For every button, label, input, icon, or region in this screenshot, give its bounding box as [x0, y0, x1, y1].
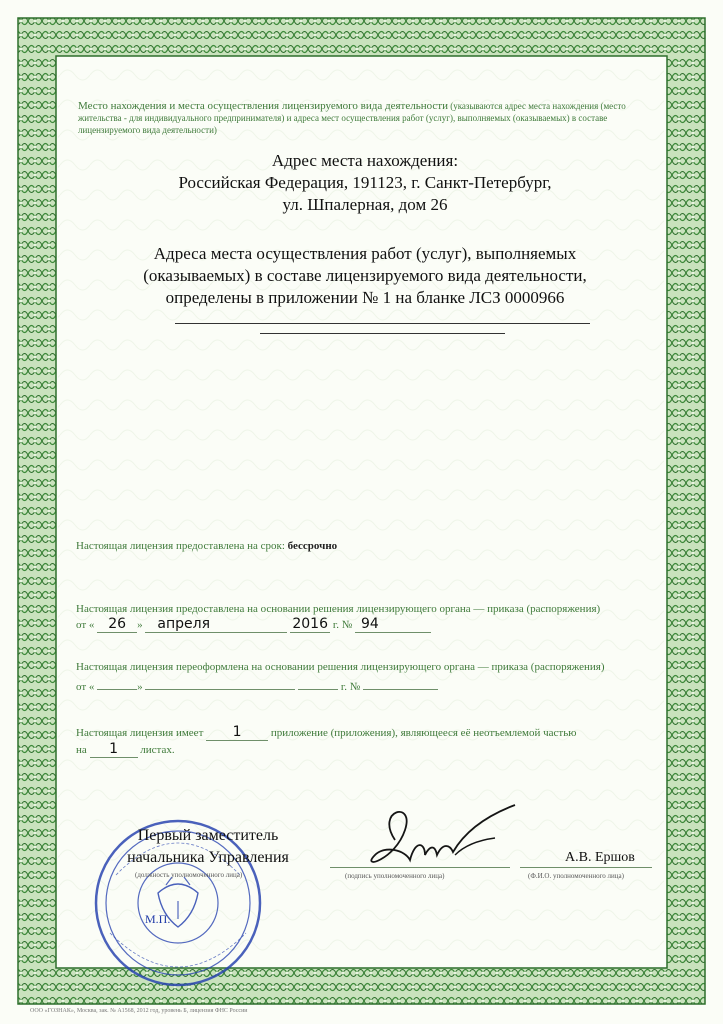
address-block — [120, 150, 610, 216]
reissue-date-line — [76, 681, 666, 693]
sheets-count: 1 — [90, 741, 138, 758]
appendix-line — [76, 724, 666, 741]
header-lead: Место нахождения и места осуществления лицензируемого вида деятельности — [78, 100, 448, 112]
address-line-1: Российская Федерация, 191123, г. Санкт-Петербург, — [178, 173, 552, 192]
reissue-year-blank — [298, 689, 338, 690]
work-addresses-line-1: Адреса места осуществления работ (услуг), выполняемых — [153, 244, 577, 263]
sheets-on: на — [76, 744, 87, 756]
signatory-position-line-1: Первый заместитель — [137, 827, 279, 844]
term-line — [76, 540, 666, 552]
reissue-month-blank — [145, 689, 295, 690]
address-line-2: ул. Шпалерная, дом 26 — [282, 195, 448, 214]
signatory-position — [88, 825, 328, 869]
signature-caption: (подпись уполномоченного лица) — [345, 872, 445, 880]
work-addresses-line-3: определены в приложении № 1 на бланке ЛСЗ 0000966 — [165, 288, 565, 307]
basis-year: 2016 — [290, 616, 330, 633]
basis-label: Настоящая лицензия предоставлена на основании решения лицензирующего органа — приказа (распоряжения) — [76, 603, 601, 615]
basis-year-suffix: г. — [332, 619, 339, 631]
reissue-line — [76, 661, 666, 673]
basis-number-sign: № — [341, 619, 353, 631]
basis-from: от « — [76, 619, 95, 631]
signatory-position-line-2: начальника Управления — [127, 849, 289, 866]
name-line — [520, 867, 652, 868]
term-value: бессрочно — [287, 540, 338, 552]
name-caption: (Ф.И.О. уполномоченного лица) — [528, 872, 624, 880]
print-footer: ООО «ГОЗНАК», Москва, зак. № А1568, 2012 год, уровень Б, лицензия ФНС России — [30, 1008, 248, 1014]
handwritten-signature — [355, 800, 525, 880]
divider-rule — [175, 323, 590, 324]
basis-line — [76, 603, 666, 615]
work-addresses-block — [100, 243, 630, 309]
divider-rule — [260, 333, 505, 334]
reissue-label: Настоящая лицензия переоформлена на основании решения лицензирующего органа — приказа (распоряжения) — [76, 661, 605, 673]
reissue-year-suffix: г. — [340, 681, 347, 693]
basis-date-line — [76, 616, 666, 633]
basis-quote: » — [137, 619, 143, 631]
reissue-quote: » — [137, 681, 143, 693]
address-heading: Адрес места нахождения: — [271, 151, 459, 170]
appendix-label: Настоящая лицензия имеет — [76, 727, 204, 739]
basis-month: апреля — [145, 616, 287, 633]
position-caption: (должность уполномоченного лица) — [135, 871, 243, 879]
basis-day: 26 — [97, 616, 137, 633]
reissue-from: от « — [76, 681, 95, 693]
term-label: Настоящая лицензия предоставлена на срок: — [76, 540, 285, 552]
work-addresses-line-2: (оказываемых) в составе лицензируемого вида деятельности, — [143, 266, 587, 285]
reissue-number-sign: № — [349, 681, 361, 693]
appendix-count: 1 — [206, 724, 268, 741]
signatory-name: А.В. Ершов — [565, 850, 635, 865]
reissue-number-blank — [363, 689, 438, 690]
sheets-line — [76, 741, 666, 758]
reissue-day-blank — [97, 689, 137, 690]
appendix-text: приложение (приложения), являющееся её неотъемлемой частью — [270, 727, 577, 739]
basis-number: 94 — [355, 616, 431, 633]
header-note-text: (указываются адрес места нахождения (место жительства - для индивидуального предпринимателя) и адреса мест осуществления работ (услуг), выполняемых (оказываемых) в составе лицензируемого вида деятельности) — [78, 101, 626, 135]
header-note — [78, 100, 648, 136]
sheets-label: листах. — [140, 744, 175, 756]
stamp-mark: М.П. — [145, 912, 171, 926]
